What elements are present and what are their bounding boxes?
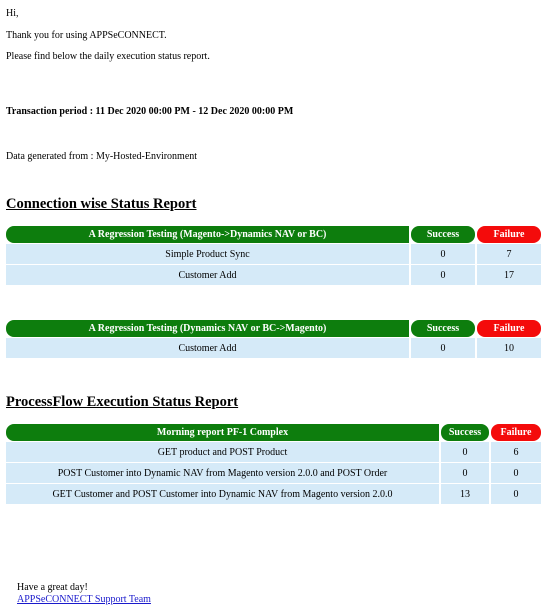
table-row: [6, 484, 541, 504]
row-failure: 6: [491, 442, 541, 462]
row-success: 0: [411, 244, 475, 264]
connection-table-1: [4, 225, 542, 286]
failure-header: Failure: [477, 320, 541, 337]
data-source: Data generated from : My-Hosted-Environment: [6, 151, 198, 162]
connection-table-2: [4, 319, 542, 359]
row-success: 0: [411, 265, 475, 285]
connection-section-title: Connection wise Status Report: [6, 196, 197, 212]
success-header: Success: [441, 424, 489, 441]
table-row: [6, 244, 541, 264]
support-team-link[interactable]: APPSeCONNECT Support Team: [17, 594, 151, 605]
table-header: Morning report PF-1 Complex: [6, 424, 439, 441]
table-row: [6, 265, 541, 285]
row-failure: 7: [477, 244, 541, 264]
row-success: 13: [441, 484, 489, 504]
row-name: POST Customer into Dynamic NAV from Magento version 2.0.0 and POST Order: [6, 463, 439, 483]
row-failure: 17: [477, 265, 541, 285]
row-name: GET product and POST Product: [6, 442, 439, 462]
failure-header: Failure: [477, 226, 541, 243]
row-name: Simple Product Sync: [6, 244, 409, 264]
closing-line: Have a great day!: [17, 582, 88, 593]
table-header: A Regression Testing (Magento->Dynamics NAV or BC): [6, 226, 409, 243]
success-header: Success: [411, 226, 475, 243]
table-row: [6, 442, 541, 462]
table-header: A Regression Testing (Dynamics NAV or BC->Magento): [6, 320, 409, 337]
row-success: 0: [411, 338, 475, 358]
row-success: 0: [441, 463, 489, 483]
table-header-row: [6, 226, 541, 243]
success-header: Success: [411, 320, 475, 337]
row-failure: 0: [491, 484, 541, 504]
row-name: Customer Add: [6, 265, 409, 285]
greeting: Hi,: [6, 8, 19, 19]
row-success: 0: [441, 442, 489, 462]
table-header-row: [6, 320, 541, 337]
signature-line: [17, 594, 151, 606]
row-failure: 10: [477, 338, 541, 358]
processflow-table: [4, 423, 542, 505]
table-row: [6, 463, 541, 483]
intro-line: Please find below the daily execution status report.: [6, 51, 210, 62]
thanks-line: Thank you for using APPSeCONNECT.: [6, 30, 167, 41]
row-name: GET Customer and POST Customer into Dynamic NAV from Magento version 2.0.0: [6, 484, 439, 504]
table-row: [6, 338, 541, 358]
failure-header: Failure: [491, 424, 541, 441]
table-header-row: [6, 424, 541, 441]
transaction-period: Transaction period : 11 Dec 2020 00:00 PM - 12 Dec 2020 00:00 PM: [6, 106, 294, 117]
processflow-section-title: ProcessFlow Execution Status Report: [6, 394, 239, 410]
row-failure: 0: [491, 463, 541, 483]
row-name: Customer Add: [6, 338, 409, 358]
